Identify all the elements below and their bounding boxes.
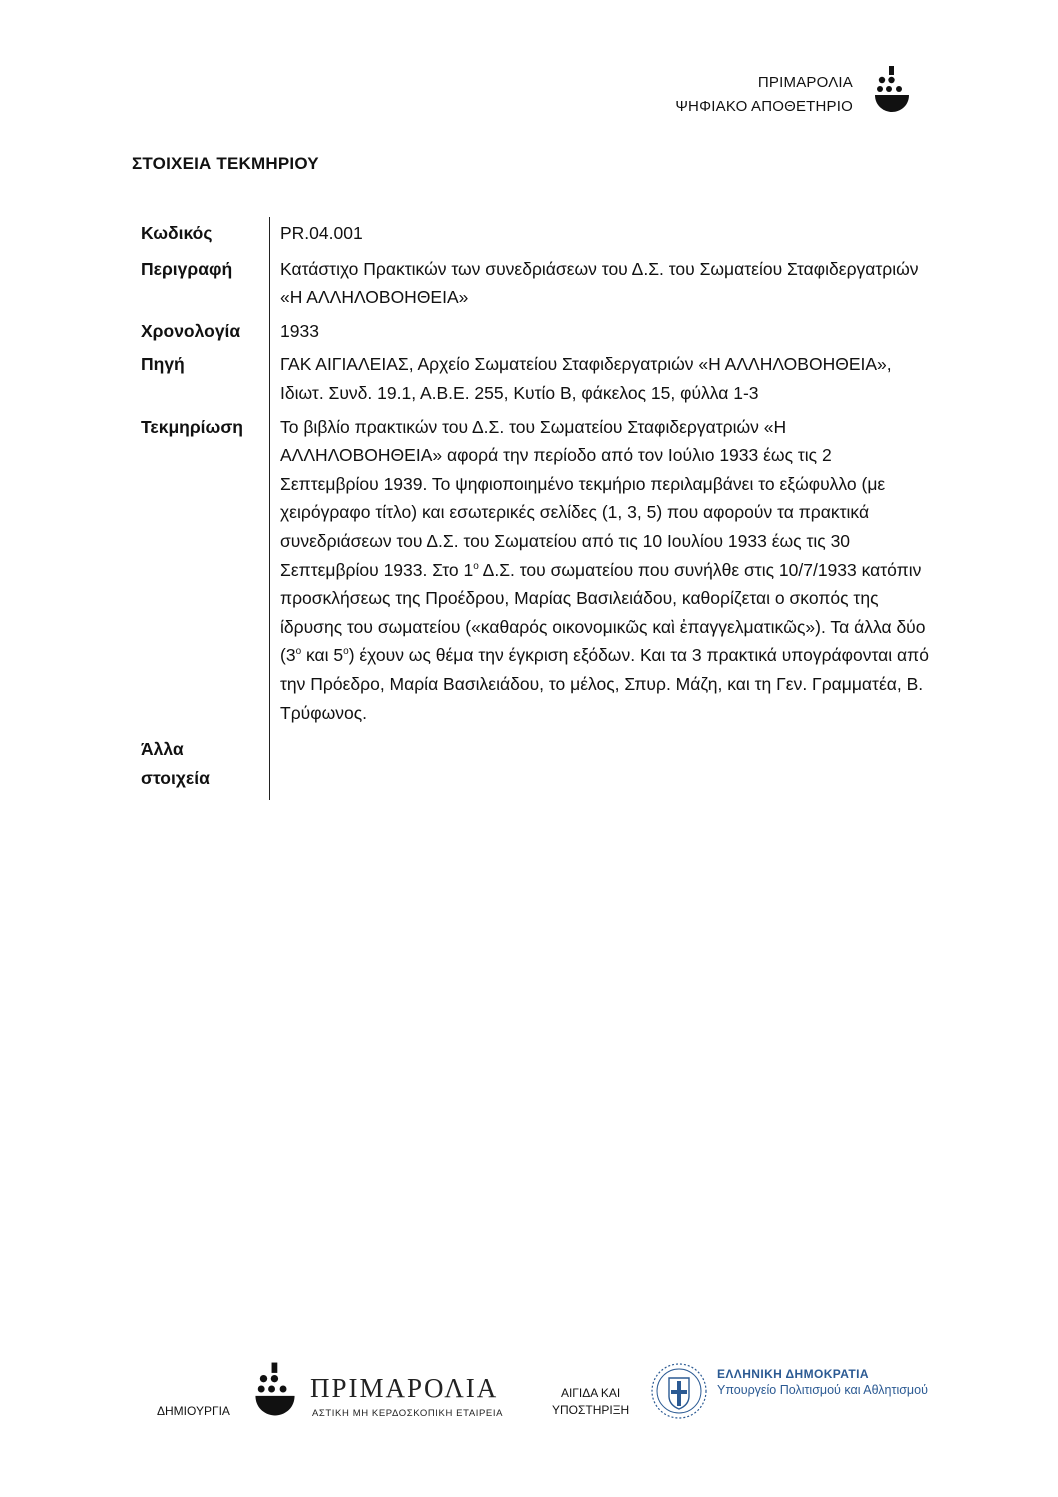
row-code [141, 217, 931, 251]
support-label-line-2: ΥΠΟΣΤΗΡΙΞΗ [552, 1403, 630, 1417]
other-label-line-2: στοιχεία [141, 767, 210, 788]
support-label-line-1: ΑΙΓΙΔΑ ΚΑΙ [560, 1386, 621, 1400]
code-value: PR.04.001 [269, 217, 931, 251]
documentation-text-2: Δ.Σ. του σωματείου που συνήλθε στις 10/7/1933 κατόπιν προσκλήσεως της Προέδρου, Μαρίας Βασιλειάδου, καθορίζεται ο σκοπός της ίδρυσης του σωματείου («καθαρός οικονομικῶς καὶ ἐπαγγελματικῶς»). Τα άλλα δύο (3 [280, 559, 926, 666]
documentation-label: Τεκμηρίωση [141, 416, 243, 437]
row-date [141, 315, 931, 349]
other-value [269, 733, 931, 800]
date-value: 1933 [269, 315, 931, 349]
documentation-text-3: και 5 [301, 645, 344, 666]
code-label: Κωδικός [141, 223, 213, 243]
header-line-1: ΠΡΙΜΑΡΟΛΙΑ [757, 74, 853, 91]
source-label: Πηγή [141, 354, 185, 375]
primarolia-logo-icon [872, 64, 912, 119]
documentation-value [269, 411, 931, 734]
row-other [141, 733, 931, 800]
header-repository-name [675, 71, 853, 119]
documentation-text-4: ) έχουν ως θέμα την έγκριση εξόδων. Και τα 3 πρακτικά υπογράφονται από την Πρόεδρο, Μαρία Βασιλειάδου, το μέλος, Σπυρ. Μάζη, και τη Γεν. Γραμματέα, Β. Τρύφωνος. [280, 645, 929, 723]
row-source [141, 348, 931, 410]
source-value: ΓΑΚ ΑΙΓΙΑΛΕΙΑΣ, Αρχείο Σωματείου Σταφιδεργατριών «Η ΑΛΛΗΛΟΒΟΗΘΕΙΑ», Ιδιωτ. Συνδ. 19.1, Α.Β.Ε. 255, Κυτίο Β, φάκελος 15, φύλλα 1-3 [269, 348, 931, 410]
description-label: Περιγραφή [141, 258, 233, 279]
other-label [141, 733, 269, 800]
metadata-table [141, 217, 931, 800]
gov-ministry: Υπουργείο Πολιτισμού και Αθλητισμού [717, 1383, 928, 1397]
section-title: ΣΤΟΙΧΕΙΑ ΤΕΚΜΗΡΙΟΥ [132, 154, 319, 173]
superscript-ordinal-1: ο [473, 560, 479, 572]
date-label: Χρονολογία [141, 320, 241, 341]
row-documentation [141, 411, 931, 734]
brand-name: ΠΡΙΜΑΡΟΛΙΑ [310, 1373, 499, 1403]
gov-title: ΕΛΛΗΝΙΚΗ ΔΗΜΟΚΡΑΤΙΑ [717, 1367, 869, 1381]
row-description [141, 251, 931, 315]
other-label-line-1: Άλλα [141, 739, 184, 760]
header-line-2: ΨΗΦΙΑΚΟ ΑΠΟΘΕΤΗΡΙΟ [675, 98, 853, 115]
greek-coat-of-arms-icon [650, 1362, 708, 1425]
creation-label: ΔΗΜΙΟΥΡΓΙΑ [157, 1404, 230, 1418]
support-label [552, 1385, 629, 1419]
brand-subtitle: ΑΣΤΙΚΗ ΜΗ ΚΕΡΔΟΣΚΟΠΙΚΗ ΕΤΑΙΡΕΙΑ [312, 1408, 504, 1419]
description-value: Κατάστιχο Πρακτικών των συνεδριάσεων του Δ.Σ. του Σωματείου Σταφιδεργατριών «Η ΑΛΛΗΛΟΒΟΗΘΕΙΑ» [269, 251, 931, 315]
superscript-ordinal-3: ο [295, 646, 302, 658]
superscript-ordinal-5: ο [343, 646, 349, 658]
documentation-text-1: Το βιβλίο πρακτικών του Δ.Σ. του Σωματείου Σταφιδεργατριών «Η ΑΛΛΗΛΟΒΟΗΘΕΙΑ» αφορά την περίοδο από τον Ιούλιο 1933 έως τις 2 Σεπτεμβρίου 1939. Το ψηφιοποιημένο τεκμήριο περιλαμβάνει το εξώφυλλο (με χειρόγραφο τίτλο) και εσωτερικές σελίδες (1, 3, 5) που αφορούν τα πρακτικά συνεδριάσεων του Δ.Σ. του Σωματείου από τις 10 Ιουλίου 1933 έως τις 30 Σεπτεμβρίου 1933. Στο 1 [280, 416, 886, 580]
primarolia-footer-logo-icon [252, 1360, 298, 1423]
